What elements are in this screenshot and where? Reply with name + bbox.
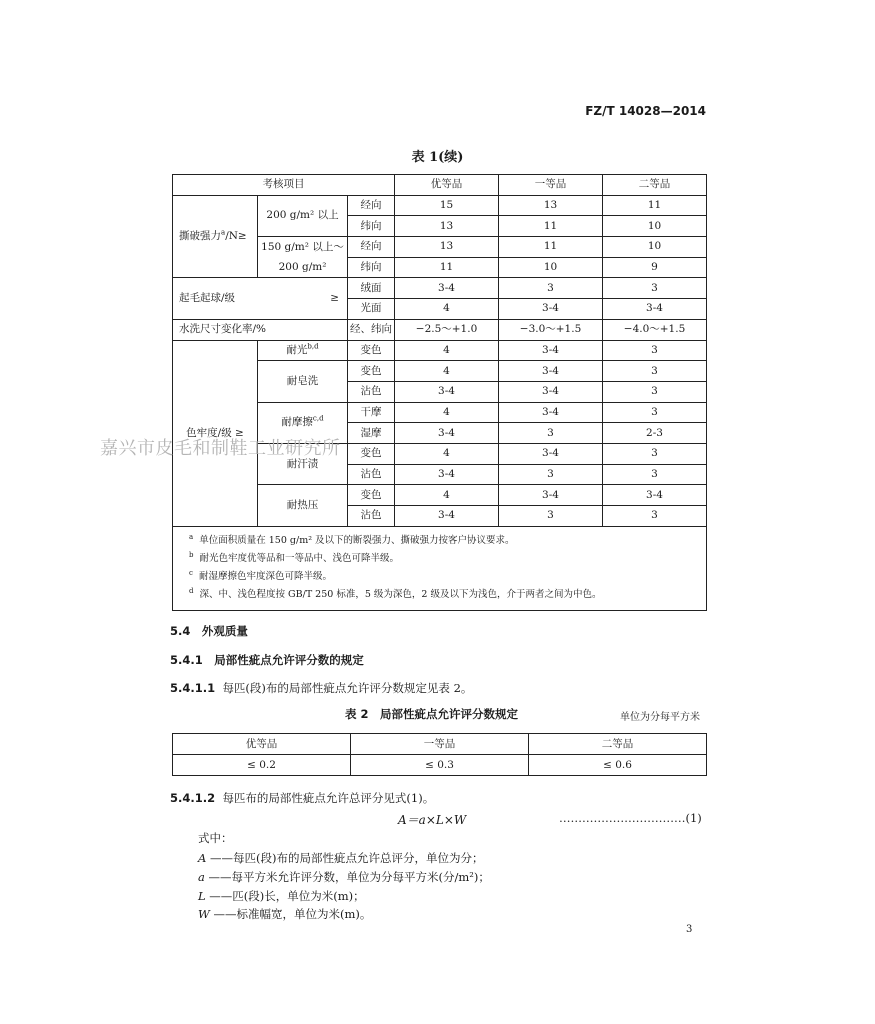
direction-cell: 经、纬向 (348, 319, 395, 340)
table-row (173, 195, 707, 216)
fastness-type-cell: 耐摩擦$^{c,d}$ (258, 402, 348, 443)
page-number: 3 (686, 924, 693, 935)
table-cell: 3-4 (499, 485, 603, 506)
footnote: $^a$ 单位面积质量在 150 g/m² 及以下的断裂强力、撕破强力按客户协议要求。 (189, 532, 515, 546)
table-cell: 3 (603, 381, 707, 402)
table-row (173, 340, 707, 361)
table-cell: −2.5～+1.0 (395, 319, 499, 340)
table-cell: 4 (395, 299, 499, 320)
table-cell: −4.0～+1.5 (603, 319, 707, 340)
watermark: 嘉兴市皮毛和制鞋工业研究所 (100, 438, 341, 459)
table-cell: 4 (395, 340, 499, 361)
test-cell: 变色 (348, 361, 395, 382)
section-5-4-1-1: 5.4.1.1 每匹(段)布的局部性疵点允许评分数规定见表 2。 (170, 681, 473, 695)
fastness-type-cell: 耐热压 (258, 485, 348, 526)
table-cell: 3 (499, 423, 603, 444)
table-cell: 4 (395, 402, 499, 423)
formula-number: ……………………………(1) (559, 811, 702, 825)
table-cell: 3-4 (499, 443, 603, 464)
table-cell: 3-4 (395, 464, 499, 485)
test-cell: 变色 (348, 485, 395, 506)
weight-cell: 200 g/m² 以上 (258, 195, 348, 236)
table-header-cell: 一等品 (351, 734, 529, 755)
table-cell: 3 (499, 278, 603, 299)
wash-label: 水洗尺寸变化率/% (173, 319, 348, 340)
face-cell: 光面 (348, 299, 395, 320)
standard-code: FZ/T 14028—2014 (585, 104, 706, 118)
table-row (173, 755, 707, 776)
table1 (172, 174, 707, 611)
test-cell: 湿摩 (348, 423, 395, 444)
variable-definition: A ——每匹(段)布的局部性疵点允许总评分，单位为分； (198, 851, 484, 865)
table-cell: 3 (603, 361, 707, 382)
face-cell: 绒面 (348, 278, 395, 299)
table-header-cell: 二等品 (529, 734, 707, 755)
table-row (173, 526, 707, 610)
table-cell: 13 (395, 237, 499, 258)
table-cell: 10 (603, 237, 707, 258)
direction-cell: 纬向 (348, 257, 395, 278)
table-cell: 13 (499, 195, 603, 216)
table-row (173, 278, 707, 299)
table-cell: 3 (499, 506, 603, 527)
table-header-cell: 优等品 (395, 175, 499, 196)
section-5-4-1-2: 5.4.1.2 每匹布的局部性疵点允许总评分见式(1)。 (170, 791, 435, 805)
table-cell: 9 (603, 257, 707, 278)
table-cell: 3-4 (499, 361, 603, 382)
direction-cell: 纬向 (348, 216, 395, 237)
variable-definition: a ——每平方米允许评分数，单位为分每平方米(分/m²)； (198, 870, 490, 884)
table-cell: 3-4 (499, 299, 603, 320)
where-label: 式中： (198, 831, 233, 845)
table1-footnotes (173, 526, 707, 610)
test-cell: 变色 (348, 340, 395, 361)
section-5-4-1: 5.4.1 局部性疵点允许评分数的规定 (170, 653, 364, 667)
table-cell: 13 (395, 216, 499, 237)
table-cell: 4 (395, 443, 499, 464)
table2-caption: 表 2 局部性疵点允许评分数规定 (345, 707, 519, 721)
table-cell: 3-4 (395, 423, 499, 444)
table-cell: ≤ 0.2 (173, 755, 351, 776)
table-cell: 3 (603, 443, 707, 464)
table-cell: 3 (603, 464, 707, 485)
footnote: $^b$ 耐光色牢度优等品和一等品中、浅色可降半级。 (189, 550, 400, 564)
direction-cell: 经向 (348, 195, 395, 216)
table-header-cell: 考核项目 (173, 175, 395, 196)
pilling-label: 起毛起球/级 ≥ (173, 278, 348, 319)
table-cell: 11 (395, 257, 499, 278)
table-cell: ≤ 0.3 (351, 755, 529, 776)
variable-definition: W ——标准幅宽，单位为米(m)。 (198, 907, 372, 921)
fastness-type-cell: 耐光$^{b,d}$ (258, 340, 348, 361)
table-cell: 3 (603, 506, 707, 527)
table-cell: 15 (395, 195, 499, 216)
test-cell: 沾色 (348, 381, 395, 402)
tear-strength-label: 撕破强力$^a$/N≥ (173, 195, 258, 278)
test-cell: 沾色 (348, 506, 395, 527)
fastness-type-cell: 耐皂洗 (258, 361, 348, 402)
variable-definition: L ——匹(段)长，单位为米(m)； (198, 889, 365, 903)
table-row (173, 734, 707, 755)
table-header-cell: 二等品 (603, 175, 707, 196)
table-cell: 3-4 (499, 402, 603, 423)
footnote: $^c$ 耐湿摩擦色牢度深色可降半级。 (189, 568, 332, 582)
table-header-cell: 优等品 (173, 734, 351, 755)
table-cell: 11 (603, 195, 707, 216)
table-cell: 2-3 (603, 423, 707, 444)
formula: A＝a×L×W (398, 813, 467, 827)
table1-caption: 表 1(续) (411, 150, 464, 165)
table-cell: 3-4 (395, 278, 499, 299)
table-cell: 3-4 (499, 381, 603, 402)
table-row (173, 175, 707, 196)
footnote: $^d$ 深、中、浅色程度按 GB/T 250 标准，5 级为深色，2 级及以下为浅色，介于两者之间为中色。 (189, 586, 602, 600)
weight-cell: 150 g/m² 以上～ 200 g/m² (258, 237, 348, 278)
table-cell: 3 (603, 278, 707, 299)
table-cell: 3 (603, 340, 707, 361)
table-header-cell: 一等品 (499, 175, 603, 196)
table-cell: 10 (499, 257, 603, 278)
table-cell: 4 (395, 485, 499, 506)
table-cell: 3-4 (603, 299, 707, 320)
direction-cell: 经向 (348, 237, 395, 258)
section-5-4: 5.4 外观质量 (170, 624, 248, 638)
table-cell: 3-4 (499, 340, 603, 361)
color-fastness-label: 色牢度/级 ≥ (173, 340, 258, 526)
fastness-type-cell: 耐汗渍 (258, 443, 348, 484)
table-cell: 3 (499, 464, 603, 485)
table-cell: ≤ 0.6 (529, 755, 707, 776)
table2 (172, 733, 707, 776)
table2-unit: 单位为分每平方米 (620, 712, 700, 723)
test-cell: 干摩 (348, 402, 395, 423)
test-cell: 沾色 (348, 464, 395, 485)
table-cell: 11 (499, 237, 603, 258)
table-cell: 3-4 (395, 506, 499, 527)
table-cell: 3 (603, 402, 707, 423)
table-cell: 10 (603, 216, 707, 237)
table-cell: 3-4 (395, 381, 499, 402)
table-cell: −3.0～+1.5 (499, 319, 603, 340)
test-cell: 变色 (348, 443, 395, 464)
table-cell: 4 (395, 361, 499, 382)
table-row (173, 319, 707, 340)
table-cell: 3-4 (603, 485, 707, 506)
table-cell: 11 (499, 216, 603, 237)
